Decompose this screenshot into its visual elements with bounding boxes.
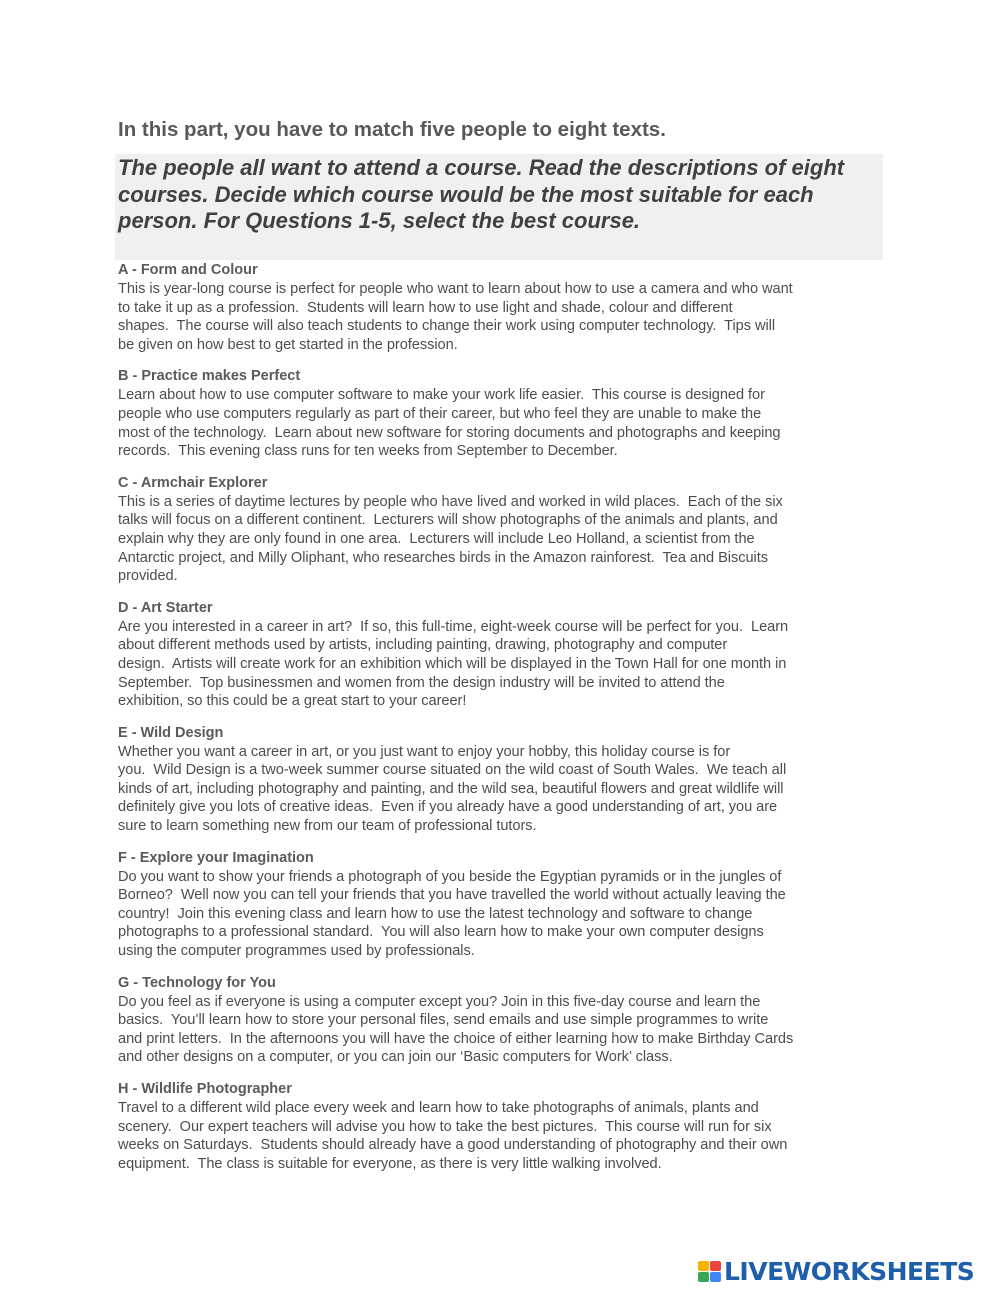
- course-description-line: Are you interested in a career in art? If so, this full-time, eight-week course will be perfect for you. Learn: [118, 618, 789, 635]
- logo-square-2: [710, 1261, 721, 1271]
- course-heading: A - Form and Colour: [118, 262, 258, 278]
- course-description-line: Travel to a different wild place every week and learn how to take photographs of animals, plants and: [118, 1100, 759, 1116]
- course-description-line: photographs to a professional standard. You will also learn how to make your own computer designs: [118, 924, 764, 941]
- course-heading: H - Wildlife Photographer: [118, 1081, 292, 1097]
- course-description: [118, 868, 888, 961]
- course-description-line: Borneo? Well now you can tell your friends that you have travelled the world without actually leaving the: [118, 887, 786, 904]
- course-description-line: equipment. The class is suitable for everyone, as there is very little walking involved.: [118, 1155, 662, 1172]
- course-list: [118, 261, 888, 1186]
- course-heading: B - Practice makes Perfect: [118, 368, 301, 385]
- course-description-line: exhibition, so this could be a great start to your career!: [118, 693, 467, 710]
- course-heading: E - Wild Design: [118, 724, 224, 741]
- liveworksheets-logo: [698, 1255, 974, 1287]
- course-b: [118, 367, 888, 460]
- course-description-line: and print letters. In the afternoons you will have the choice of either learning how to make Birthday Cards: [118, 1030, 794, 1047]
- course-description: [118, 493, 888, 586]
- course-description: [118, 743, 888, 836]
- logo-square-1: [698, 1261, 709, 1271]
- course-f: [118, 849, 888, 961]
- course-d: [118, 599, 888, 711]
- course-description: [118, 993, 888, 1067]
- course-description-line: Antarctic project, and Milly Oliphant, who researches birds in the Amazon rainforest. Tea and Biscuits: [118, 549, 768, 566]
- course-description-line: Do you want to show your friends a photograph of you beside the Egyptian pyramids or in the jungles of: [118, 868, 782, 885]
- course-description-line: most of the technology. Learn about new software for storing documents and photographs and keeping: [118, 424, 781, 441]
- course-description-line: records. This evening class runs for ten weeks from September to December.: [118, 443, 618, 460]
- course-description-line: weeks on Saturdays. Students should already have a good understanding of photography and their own: [118, 1137, 788, 1154]
- course-description: [118, 386, 888, 460]
- instruction-title: In this part, you have to match five people to eight texts.: [118, 118, 666, 141]
- course-description-line: scenery. Our expert teachers will advise you how to take the best pictures. This course will run for six: [118, 1118, 772, 1135]
- course-description-line: country! Join this evening class and learn how to use the latest technology and software to change: [118, 905, 753, 922]
- course-description-line: talks will focus on a different continent. Lecturers will show photographs of the animals and plants, and: [118, 512, 778, 529]
- course-description-line: sure to learn something new from our team of professional tutors.: [118, 818, 537, 835]
- course-description-line: Whether you want a career in art, or you just want to enjoy your hobby, this holiday course is for: [118, 743, 731, 760]
- logo-text: LIVEWORKSHEETS: [724, 1256, 975, 1286]
- course-h: [118, 1080, 888, 1173]
- liveworksheets-logo-icon: [698, 1261, 721, 1282]
- course-description-line: Learn about how to use computer software to make your work life easier. This course is designed for: [118, 387, 765, 404]
- course-a: [118, 261, 888, 354]
- logo-square-3: [698, 1272, 709, 1282]
- course-heading: F - Explore your Imagination: [118, 849, 314, 866]
- course-description-line: using the computer programmes used by professionals.: [118, 943, 475, 960]
- course-description-line: definitely give you lots of creative ideas. Even if you already have a good understanding of art, you are: [118, 799, 778, 816]
- course-description-line: Do you feel as if everyone is using a computer except you? Join in this five-day course and learn the: [118, 993, 761, 1010]
- course-description-line: kinds of art, including photography and painting, and the wild sea, beautiful flowers and great wildlife will: [118, 780, 784, 797]
- course-description-line: about different methods used by artists, including painting, drawing, photography and computer: [118, 637, 728, 654]
- course-description-line: basics. You’ll learn how to store your personal files, send emails and use simple programmes to write: [118, 1012, 769, 1029]
- course-g: [118, 974, 888, 1067]
- course-heading: G - Technology for You: [118, 974, 276, 991]
- course-heading: D - Art Starter: [118, 599, 213, 616]
- course-description-line: to take it up as a profession. Students will learn how to use light and shade, colour and different: [118, 299, 733, 316]
- course-description: [118, 1099, 888, 1173]
- course-description-line: and other designs on a computer, or you can join our ‘Basic computers for Work’ class.: [118, 1049, 673, 1066]
- logo-square-4: [710, 1272, 721, 1282]
- course-description: [118, 280, 888, 354]
- course-description-line: This is a series of daytime lectures by people who have lived and worked in wild places. Each of the six: [118, 493, 783, 510]
- course-c: [118, 474, 888, 586]
- course-description-line: explain why they are only found in one area. Lecturers will include Leo Holland, a scientist from the: [118, 530, 755, 547]
- course-description-line: provided.: [118, 568, 178, 585]
- course-description-line: design. Artists will create work for an exhibition which will be displayed in the Town Hall for one month in: [118, 655, 787, 672]
- course-e: [118, 724, 888, 836]
- course-heading: C - Armchair Explorer: [118, 474, 268, 491]
- course-description-line: you. Wild Design is a two-week summer course situated on the wild coast of South Wales. We teach all: [118, 762, 787, 779]
- course-description-line: September. Top businessmen and women from the design industry will be invited to attend the: [118, 674, 725, 691]
- page-header: [118, 116, 884, 144]
- course-description-line: people who use computers regularly as part of their career, but who feel they are unable to make the: [118, 405, 762, 422]
- course-description-line: shapes. The course will also teach students to change their work using computer technology. Tips will: [118, 318, 776, 335]
- instruction-text: The people all want to attend a course. Read the descriptions of eight courses. Decide which course would be the most suitable for each person. For Questions 1-5, select the best course.: [118, 155, 845, 233]
- course-description: [118, 618, 888, 711]
- course-description-line: This is year-long course is perfect for people who want to learn about how to use a camera and who want: [118, 281, 793, 297]
- course-description-line: be given on how best to get started in the profession.: [118, 336, 458, 353]
